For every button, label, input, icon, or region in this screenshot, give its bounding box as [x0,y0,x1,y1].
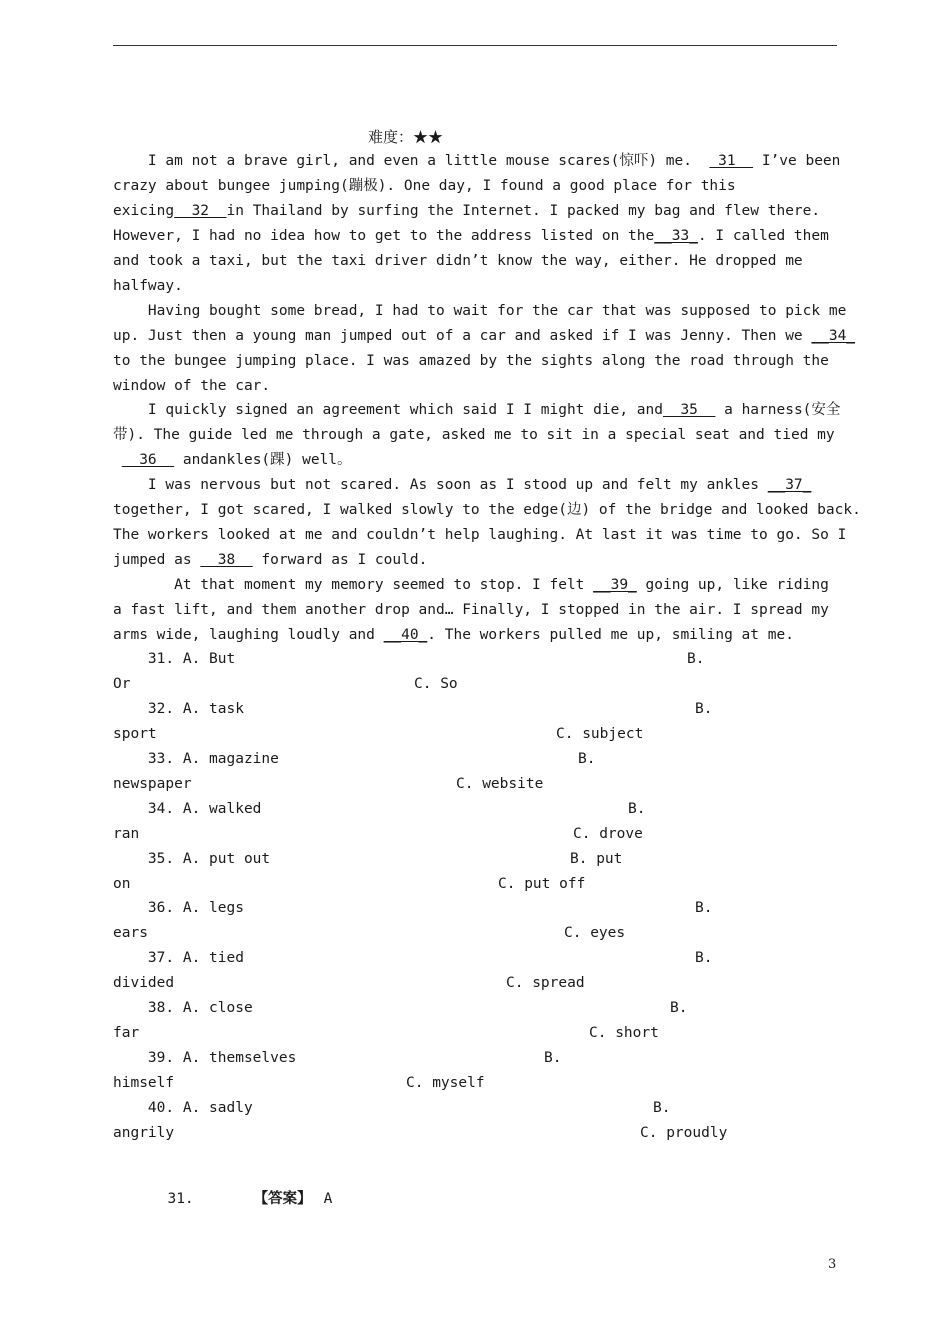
blank-37: __37_ [767,477,812,493]
answer-line [150,1171,332,1208]
question-35-cont [113,872,837,896]
option-a: 32. A. task [113,701,244,717]
question-39-cont [113,1071,837,1095]
passage-line: to the bungee jumping place. I was amazed by the sights along the road through the [113,353,829,369]
blank-38: 38 [200,552,253,568]
question-33 [113,747,837,771]
question-40 [113,1096,837,1120]
option-c: C. subject [556,726,644,742]
option-b-text: ran [113,826,140,842]
option-c: C. short [589,1025,659,1041]
option-c: C. website [456,776,544,792]
question-36 [113,896,837,920]
option-a: 36. A. legs [113,900,244,916]
blank-32: 32 [174,203,227,219]
question-40-cont [113,1121,837,1145]
passage-line: halfway. [113,278,183,294]
passage-line: jumped as 38 forward as I could. [113,552,428,568]
question-33-cont [113,772,837,796]
question-37 [113,946,837,970]
passage-line: together, I got scared, I walked slowly to the edge(边) of the bridge and looked back. [113,502,861,518]
option-b: B. [687,651,705,667]
option-b: B. [628,801,646,817]
passage-line: 带). The guide led me through a gate, asked me to sit in a special seat and tied my [113,427,835,443]
passage-line: I quickly signed an agreement which said I I might die, and 35 a harness(安全 [113,402,841,418]
option-b: B. [695,701,713,717]
blank-40: __40_ [383,627,428,643]
option-b-text: on [113,876,131,892]
blank-39: __39_ [593,577,637,593]
question-34-cont [113,822,837,846]
option-b-text: ears [113,925,148,941]
option-b: B. [695,900,713,916]
passage-line: up. Just then a young man jumped out of a car and asked if I was Jenny. Then we __34_ [113,328,856,344]
option-b: B. put [570,851,623,867]
option-b-text: angrily [113,1125,175,1141]
passage-line: The workers looked at me and couldn’t help laughing. At last it was time to go. So I [113,527,847,543]
option-c: C. drove [573,826,643,842]
question-32 [113,697,837,721]
question-38-cont [113,1021,837,1045]
option-c: C. put off [498,876,586,892]
option-a: 33. A. magazine [113,751,279,767]
question-35 [113,847,837,871]
option-b: B. [670,1000,688,1016]
option-a: 37. A. tied [113,950,244,966]
option-a: 35. A. put out [113,851,271,867]
option-b-text: Or [113,676,131,692]
blank-35: 35 [662,402,716,418]
page-number: 3 [828,1257,837,1272]
passage-line: I was nervous but not scared. As soon as I stood up and felt my ankles __37_ [113,477,812,493]
option-c: C. So [414,676,458,692]
question-32-cont [113,722,837,746]
passage-line: crazy about bungee jumping(蹦极). One day, I found a good place for this [113,178,736,194]
blank-36: 36 [121,452,175,468]
option-c: C. proudly [640,1125,728,1141]
answer-value: A [323,1191,333,1207]
passage-line: Having bought some bread, I had to wait for the car that was supposed to pick me [113,303,847,319]
passage-line: At that moment my memory seemed to stop. I felt __39_ going up, like riding [113,577,829,593]
option-c: C. eyes [564,925,626,941]
passage-line: However, I had no idea how to get to the address listed on the__33_. I called them [113,228,829,244]
option-a: 40. A. sadly [113,1100,253,1116]
option-b-text: far [113,1025,140,1041]
passage-line: and took a taxi, but the taxi driver didn’t know the way, either. He dropped me [113,253,803,269]
blank-34: __34_ [811,328,856,344]
option-c: C. myself [406,1075,485,1091]
passage-line: I am not a brave girl, and even a little mouse scares(惊吓) me. 31 I’ve been [113,153,841,169]
header-rule [113,45,837,46]
option-b-text: divided [113,975,175,991]
question-31 [113,647,837,671]
option-a: 34. A. walked [113,801,262,817]
option-b: B. [653,1100,671,1116]
blank-31: 31 [709,153,754,169]
option-b: B. [578,751,596,767]
passage-line: a fast lift, and them another drop and… Finally, I stopped in the air. I spread my [113,602,829,618]
blank-33: __33_ [654,228,698,244]
option-a: 38. A. close [113,1000,253,1016]
passage-line: 36 andankles(踝) well。 [121,452,352,468]
passage-line: arms wide, laughing loudly and __40_. The workers pulled me up, smiling at me. [113,627,794,643]
option-b: B. [695,950,713,966]
question-36-cont [113,921,837,945]
option-b: B. [544,1050,562,1066]
question-34 [113,797,837,821]
question-31-cont [113,672,837,696]
passage-line: exicing 32 in Thailand by surfing the Internet. I packed my bag and flew there. [113,203,821,219]
option-a: 39. A. themselves [113,1050,297,1066]
answer-tag: 【答案】 [253,1191,312,1207]
answer-number: 31. [167,1191,194,1207]
option-b-text: sport [113,726,157,742]
option-c: C. spread [506,975,585,991]
question-39 [113,1046,837,1070]
passage-line: window of the car. [113,378,271,394]
option-a: 31. A. But [113,651,236,667]
question-38 [113,996,837,1020]
option-b-text: himself [113,1075,175,1091]
option-b-text: newspaper [113,776,192,792]
question-37-cont [113,971,837,995]
difficulty-label: 难度：★★ [368,128,444,146]
